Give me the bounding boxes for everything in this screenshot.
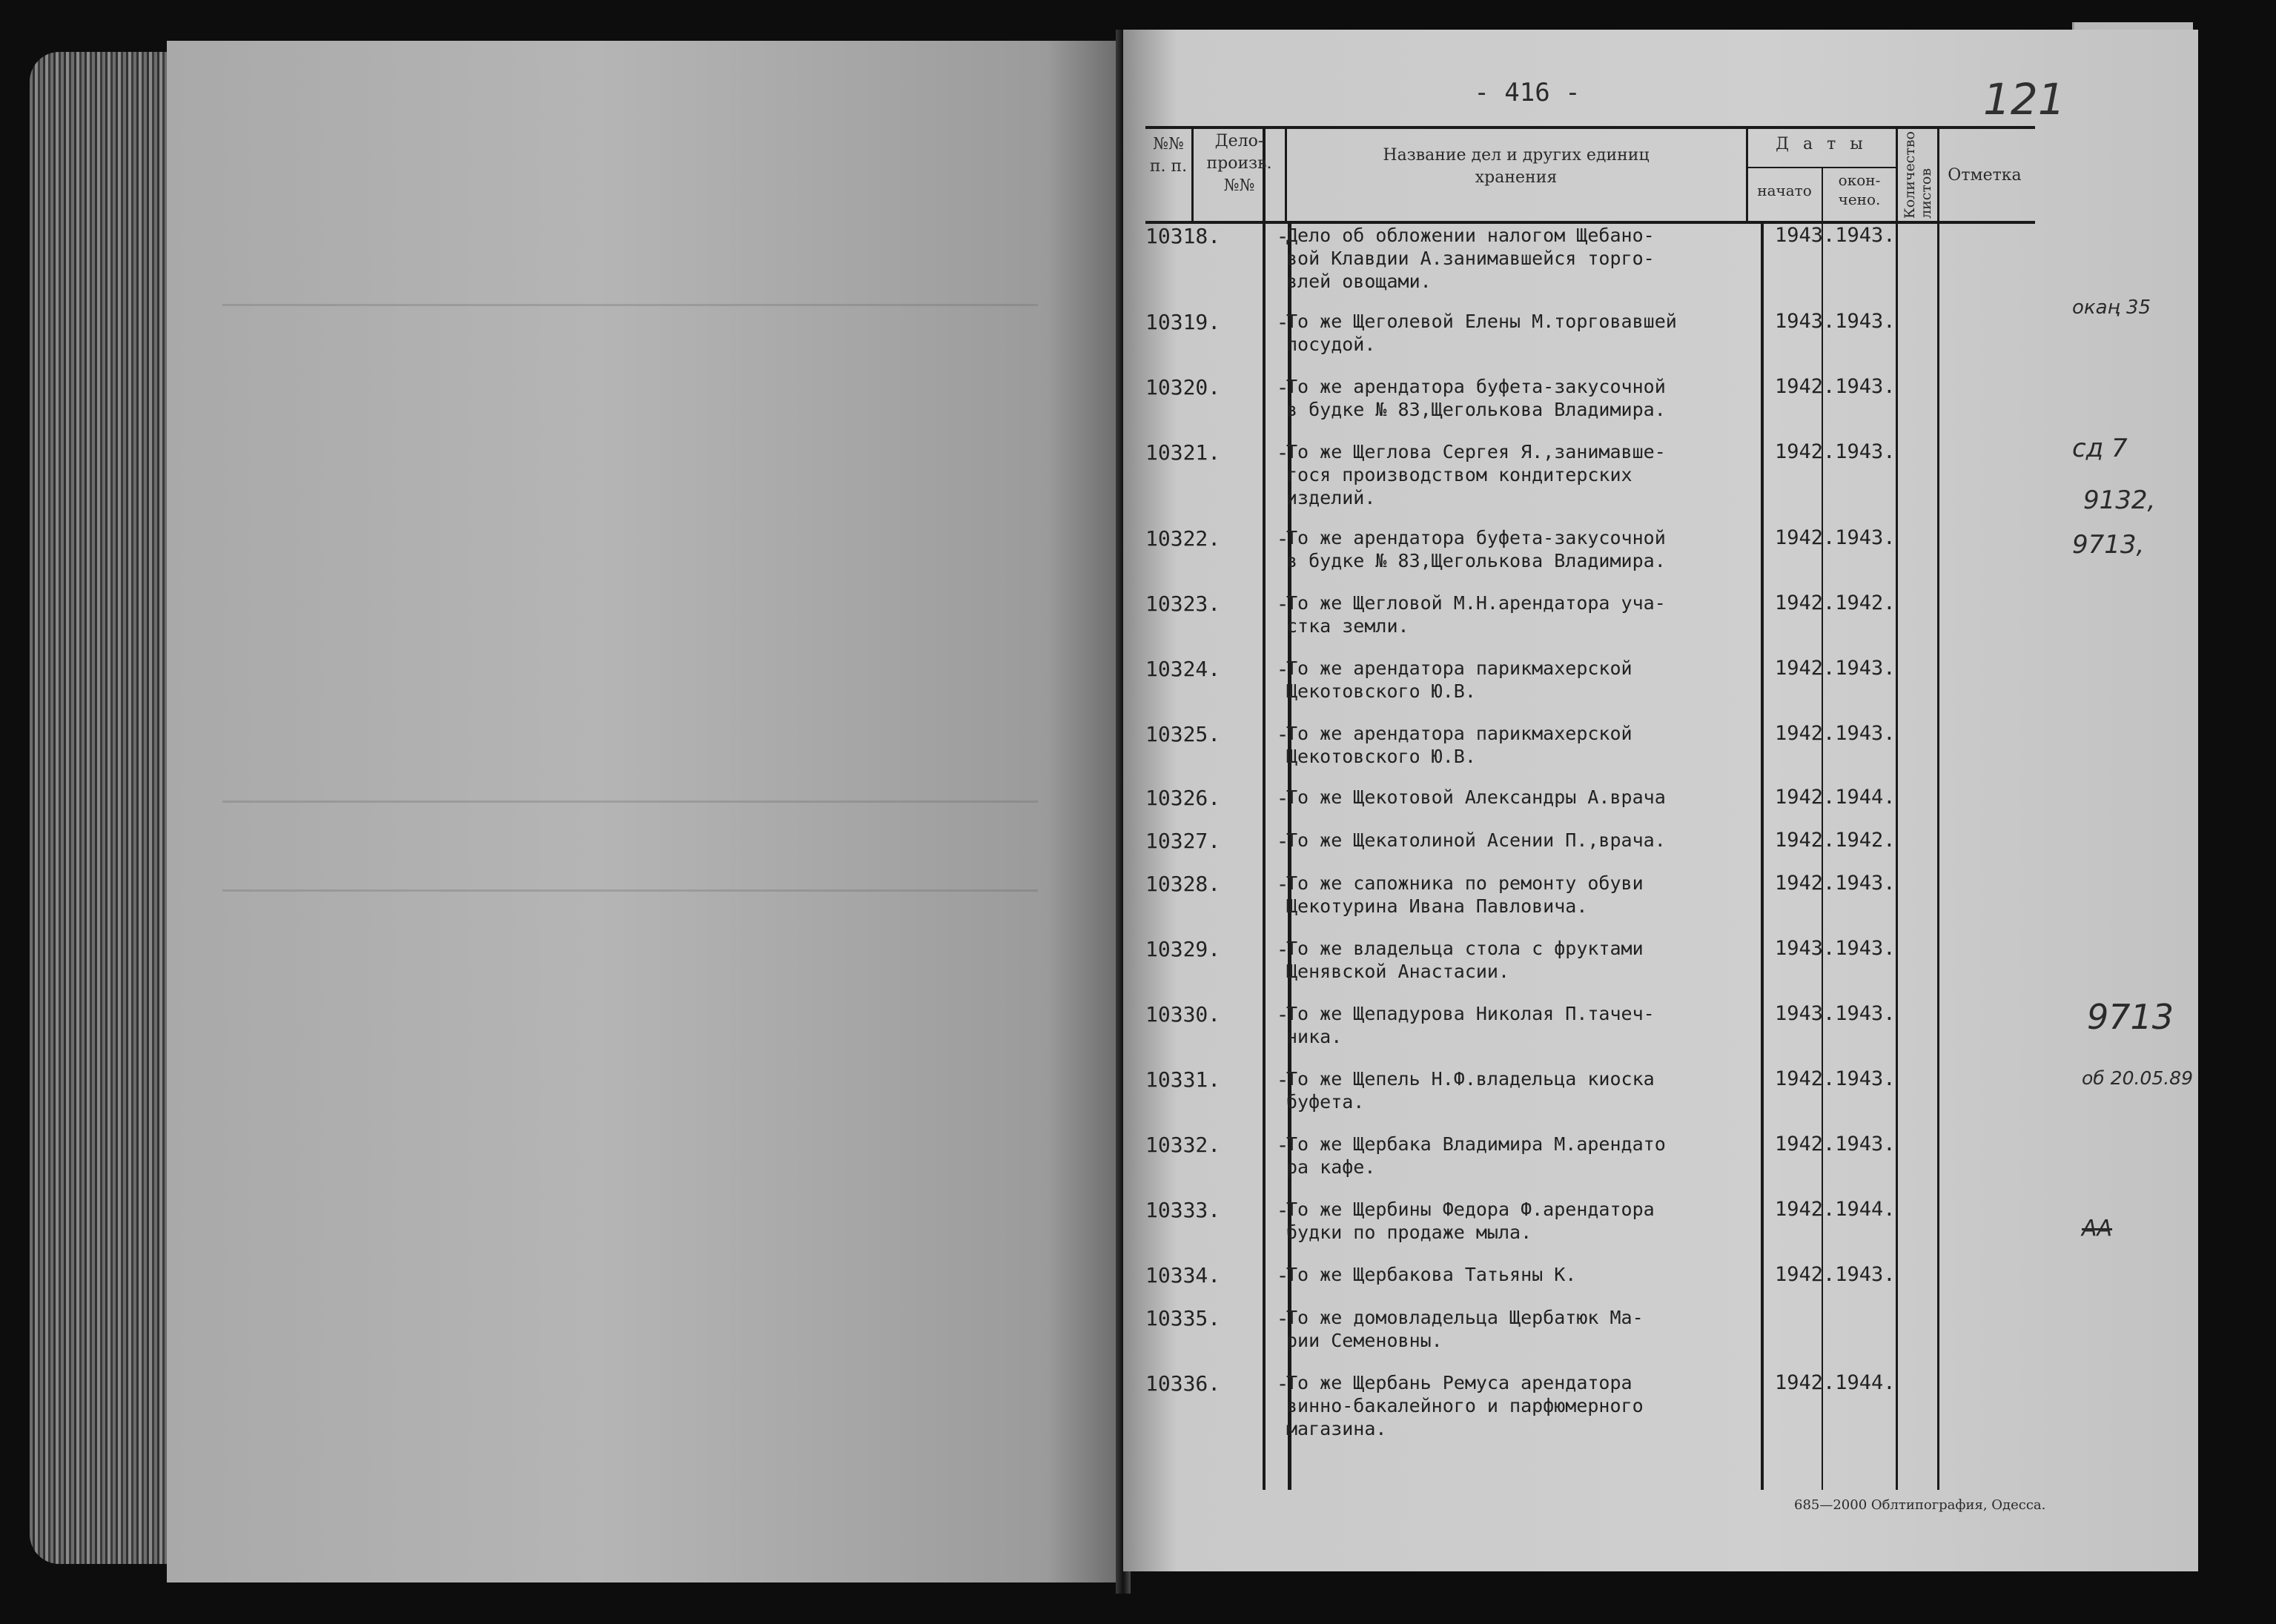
row-number: 10330. [1145,1002,1221,1027]
left-page-bleedthrough [222,801,1038,803]
row-start-date: 1942 [1774,1198,1823,1221]
left-page [167,41,1123,1582]
row-start-date: 1943 [1774,1002,1823,1025]
row-delo: - [1276,526,1289,551]
margin-note: сд 7 [2072,434,2128,463]
row-title: То же Щербака Владимира М.арендато ра кафе. [1286,1133,1666,1178]
row-delo: - [1276,1306,1289,1330]
row-number: 10334. [1145,1263,1221,1287]
row-number: 10321. [1145,440,1221,465]
row-start-date: 1942 [1774,657,1823,680]
margin-note: 9132, [2083,485,2156,515]
row-end-date: .1944. [1823,1371,1896,1394]
row-title: То же Щекатолиной Асении П.,врача. [1286,829,1666,851]
row-number: 10322. [1145,526,1221,551]
row-delo: - [1276,1371,1289,1396]
row-title: То же сапожника по ремонту обуви Щекотурина Ивана Павловича. [1286,872,1644,917]
row-end-date: .1943. [1823,722,1896,745]
margin-note: 9713, [2072,530,2145,560]
row-delo: - [1276,872,1289,896]
row-title: То же Щегловой М.Н.арендатора уча- стка земли. [1286,592,1666,637]
row-end-date: .1943. [1823,1067,1896,1090]
printer-imprint: 685—2000 Облтипография, Одесса. [1794,1497,2046,1513]
margin-note: АА [2082,1216,2113,1242]
header-dates: Д а т ы [1776,135,1868,153]
row-number: 10320. [1145,375,1221,400]
row-start-date: 1943 [1774,310,1823,333]
row-end-date: .1943. [1823,310,1896,333]
row-start-date: 1942 [1774,1133,1823,1156]
row-title: То же арендатора буфета-закусочной в будке № 83,Щеголькова Владимира. [1286,527,1666,571]
row-number: 10333. [1145,1198,1221,1222]
row-end-date: .1943. [1823,657,1896,680]
header-delo: Дело- произв. №№ [1206,132,1272,195]
row-title: То же Щепадурова Николая П.тачеч- ника. [1286,1003,1655,1047]
row-number: 10318. [1145,224,1221,248]
row-delo: - [1276,310,1289,334]
row-start-date: 1942 [1774,1067,1823,1090]
row-end-date: .1942. [1823,591,1896,614]
margin-note: окаң 35 [2072,296,2151,319]
row-delo: - [1276,1198,1289,1222]
row-title: То же Щепель Н.Ф.владельца киоска буфета. [1286,1068,1655,1113]
row-delo: - [1276,786,1289,810]
row-start-date: 1942 [1774,526,1823,549]
header-end: окон- чено. [1838,171,1881,208]
row-start-date: 1942 [1774,722,1823,745]
row-number: 10331. [1145,1067,1221,1092]
row-title: То же Щербакова Татьяны К. [1286,1264,1577,1285]
row-start-date: 1942 [1774,829,1823,852]
row-start-date: 1942 [1774,591,1823,614]
row-delo: - [1276,1067,1289,1092]
row-title: То же Щербины Федора Ф.арендатора будки по продаже мыла. [1286,1199,1655,1243]
row-title: То же Щербань Ремуса арендатора винно-бакалейного и парфюмерного магазина. [1286,1372,1644,1439]
row-title: Дело об обложении налогом Щебано- вой Клавдии А.занимавшейся торго- влей овощами. [1286,225,1655,292]
row-number: 10336. [1145,1371,1221,1396]
row-end-date: .1942. [1823,829,1896,852]
row-title: То же Щеголевой Елены М.торговавшей посудой. [1286,311,1677,355]
folio-number: 121 [1983,74,2065,125]
row-delo: - [1276,375,1289,400]
book-page-edges [30,52,171,1564]
row-end-date: .1943. [1823,375,1896,398]
row-number: 10319. [1145,310,1221,334]
left-page-bleedthrough [222,889,1038,892]
inventory-table [1145,126,2035,1505]
row-number: 10327. [1145,829,1221,853]
row-delo: - [1276,224,1289,248]
row-end-date: .1943. [1823,1002,1896,1025]
row-number: 10324. [1145,657,1221,681]
row-title: То же арендатора буфета-закусочной в будке № 83,Щеголькова Владимира. [1286,376,1666,420]
header-start: начато [1757,182,1812,199]
header-number: №№ п. п. [1149,135,1188,176]
row-number: 10326. [1145,786,1221,810]
row-delo: - [1276,829,1289,853]
row-end-date: .1943. [1823,1133,1896,1156]
row-start-date: 1942 [1774,440,1823,463]
row-end-date: .1943. [1823,872,1896,895]
row-start-date: 1942 [1774,872,1823,895]
row-delo: - [1276,1133,1289,1157]
row-title: То же домовладельца Щербатюк Ма- рии Семеновны. [1286,1307,1644,1351]
row-number: 10325. [1145,722,1221,746]
left-page-bleedthrough [222,304,1038,306]
header-title: Название дел и других единиц хранения [1383,146,1650,187]
row-end-date: .1944. [1823,786,1896,809]
header-sheets: Количество листов [1902,131,1934,219]
row-start-date: 1942 [1774,1371,1823,1394]
row-number: 10332. [1145,1133,1221,1157]
row-end-date: .1943. [1823,224,1896,247]
row-title: То же арендатора парикмахерской Щекотовского Ю.В. [1286,723,1632,767]
row-title: То же Щеглова Сергея Я.,занимавше- гося производством кондитерских изделий. [1286,441,1666,508]
row-start-date: 1943 [1774,224,1823,247]
row-end-date: .1943. [1823,440,1896,463]
row-delo: - [1276,937,1289,961]
row-number: 10328. [1145,872,1221,896]
row-title: То же владельца стола с фруктами Щенявской Анастасии. [1286,938,1644,982]
row-start-date: 1942 [1774,375,1823,398]
row-delo: - [1276,657,1289,681]
row-delo: - [1276,722,1289,746]
row-start-date: 1942 [1774,1263,1823,1286]
row-end-date: .1943. [1823,1263,1896,1286]
row-start-date: 1942 [1774,786,1823,809]
row-start-date: 1943 [1774,937,1823,960]
margin-note: об 20.05.89 [2082,1067,2193,1089]
row-end-date: .1944. [1823,1198,1896,1221]
row-number: 10329. [1145,937,1221,961]
row-delo: - [1276,1002,1289,1027]
row-delo: - [1276,440,1289,465]
row-number: 10323. [1145,591,1221,616]
row-number: 10335. [1145,1306,1221,1330]
page-number: - 416 - [1474,78,1581,107]
row-title: То же Щекотовой Александры А.врача [1286,786,1666,808]
row-end-date: .1943. [1823,937,1896,960]
header-mark: Отметка [1948,166,2022,185]
row-title: То же арендатора парикмахерской Щекотовского Ю.В. [1286,657,1632,702]
row-delo: - [1276,591,1289,616]
row-delo: - [1276,1263,1289,1287]
row-end-date: .1943. [1823,526,1896,549]
margin-note: 9713 [2087,997,2174,1037]
